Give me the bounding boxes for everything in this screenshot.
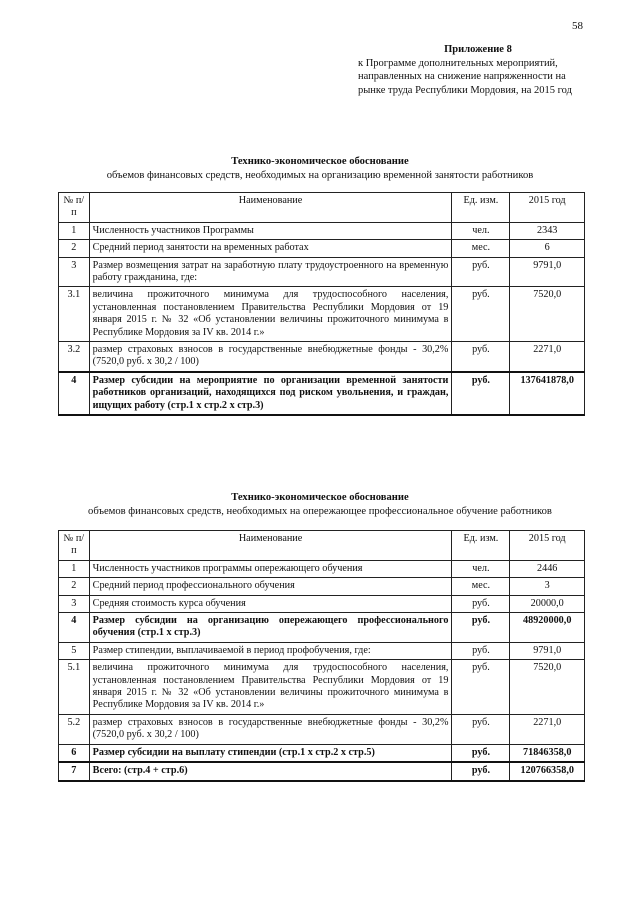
row-value: 9791,0 [510,257,585,287]
row-num: 5.1 [59,660,90,715]
row-value: 2446 [510,560,585,577]
header-num: № п/п [59,193,90,223]
row-name: размер страховых взносов в государственные внебюджетные фонды - 30,2% (7520,0 руб. х 30,2 / 100) [89,714,452,744]
header-name: Наименование [89,531,452,561]
row-num: 1 [59,560,90,577]
header-year: 2015 год [510,531,585,561]
row-name: величина прожиточного минимума для трудоспособного населения, установленная постановлением Правительства Республики Мордовия от 19 января 2015 г. № 32 «Об установлении величины прожиточного минимума в Республике Мордовия за IV кв. 2014 г.» [89,287,452,342]
row-value: 6 [510,240,585,257]
row-unit: чел. [452,560,510,577]
row-num: 1 [59,222,90,239]
row-value: 9791,0 [510,642,585,659]
table-header-row [59,531,585,561]
appendix-line-3: рынке труда Республики Мордовия, на 2015 год [358,84,572,96]
row-name: Размер стипендии, выплачиваемой в период профобучения, где: [89,642,452,659]
row-unit: мес. [452,578,510,595]
row-name: размер страховых взносов в государственные внебюджетные фонды - 30,2% (7520,0 руб. х 30,2 / 100) [89,342,452,372]
row-num: 3.1 [59,287,90,342]
section1-subtitle: объемов финансовых средств, необходимых на организацию временной занятости работников [106,169,534,181]
row-num: 2 [59,240,90,257]
row-unit: чел. [452,222,510,239]
header-unit: Ед. изм. [452,531,510,561]
row-num: 7 [59,762,90,780]
row-value: 137641878,0 [510,372,585,415]
table-row [59,257,585,287]
row-num: 4 [59,372,90,415]
table-row [59,287,585,342]
row-unit: руб. [452,342,510,372]
section2-heading [40,491,600,518]
row-unit: руб. [452,257,510,287]
header-unit: Ед. изм. [452,193,510,223]
row-unit: руб. [452,613,510,643]
row-unit: руб. [452,714,510,744]
row-value: 2271,0 [510,342,585,372]
row-name: Всего: (стр.4 + стр.6) [89,762,452,780]
row-name: Размер субсидии на мероприятие по организации временной занятости работников организаций, находящихся под риском увольнения, и граждан, ищущих работу (стр.1 х стр.2 х стр.3) [89,372,452,415]
appendix-title: Приложение 8 [444,44,512,55]
table-row [59,240,585,257]
table-row [59,595,585,612]
row-name: Средний период занятости на временных работах [89,240,452,257]
row-name: Размер возмещения затрат на заработную плату трудоустроенного на временную работу гражданина, где: [89,257,452,287]
table-row [59,642,585,659]
section2-subtitle: объемов финансовых средств, необходимых на опережающее профессиональное обучение работников [88,505,552,517]
row-value: 48920000,0 [510,613,585,643]
appendix-line-1: к Программе дополнительных мероприятий, [358,57,558,69]
table-row-subtotal [59,613,585,643]
table-row-total [59,372,585,415]
row-unit: руб. [452,287,510,342]
row-num: 6 [59,744,90,762]
row-unit: мес. [452,240,510,257]
row-unit: руб. [452,372,510,415]
row-num: 3 [59,257,90,287]
page-number: 58 [572,20,583,32]
row-value: 2271,0 [510,714,585,744]
row-value: 20000,0 [510,595,585,612]
table-row-subtotal [59,744,585,762]
header-name: Наименование [89,193,452,223]
row-num: 3.2 [59,342,90,372]
section1-heading [40,155,600,182]
row-unit: руб. [452,660,510,715]
section1-table [58,192,585,416]
table-row [59,714,585,744]
section1-title: Технико-экономическое обоснование [231,156,409,167]
section2-title: Технико-экономическое обоснование [231,492,409,503]
row-num: 5.2 [59,714,90,744]
table-row [59,578,585,595]
table-row [59,560,585,577]
header-year: 2015 год [510,193,585,223]
table-row [59,222,585,239]
row-name: Средний период профессионального обучения [89,578,452,595]
row-unit: руб. [452,744,510,762]
row-unit: руб. [452,762,510,780]
row-unit: руб. [452,595,510,612]
section2-table [58,530,585,782]
row-name: Размер субсидии на организацию опережающего профессионального обучения (стр.1 х стр.3) [89,613,452,643]
table-row [59,660,585,715]
appendix-header [358,43,598,97]
row-value: 2343 [510,222,585,239]
row-unit: руб. [452,642,510,659]
header-num: № п/п [59,531,90,561]
row-num: 2 [59,578,90,595]
row-num: 3 [59,595,90,612]
row-value: 120766358,0 [510,762,585,780]
row-name: Средняя стоимость курса обучения [89,595,452,612]
row-num: 4 [59,613,90,643]
row-value: 71846358,0 [510,744,585,762]
row-value: 7520,0 [510,660,585,715]
row-num: 5 [59,642,90,659]
row-name: Размер субсидии на выплату стипендии (стр.1 х стр.2 х стр.5) [89,744,452,762]
row-name: Численность участников Программы [89,222,452,239]
appendix-line-2: направленных на снижение напряженности на [358,71,566,82]
table-header-row [59,193,585,223]
row-value: 7520,0 [510,287,585,342]
row-name: величина прожиточного минимума для трудоспособного населения, установленная постановлением Правительства Республики Мордовия от 19 января 2015 г. № 32 «Об установлении величины прожиточного минимума в Республике Мордовия за IV кв. 2014 г.» [89,660,452,715]
table-row-total [59,762,585,780]
row-name: Численность участников программы опережающего обучения [89,560,452,577]
table-row [59,342,585,372]
row-value: 3 [510,578,585,595]
